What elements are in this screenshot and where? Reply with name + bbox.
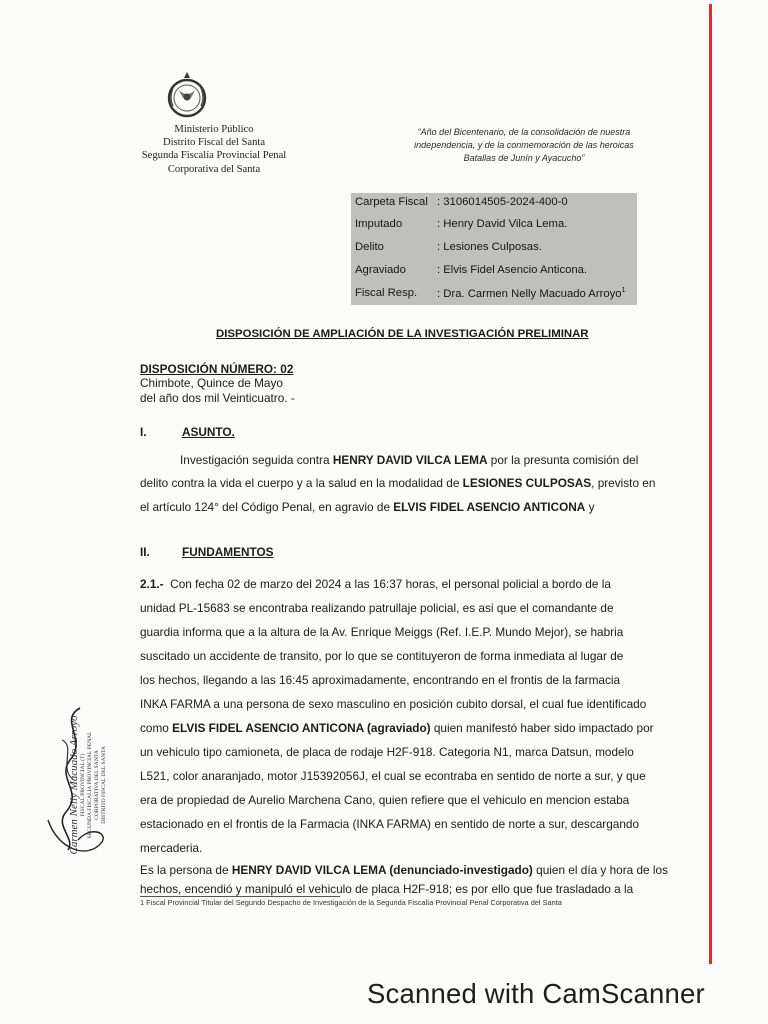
text-run: L521, color anaranjado, motor J15392056J, el cual se econtraba en sentido de norte a sur, y que: [140, 769, 646, 783]
case-key: Agraviado: [355, 264, 406, 276]
paragraph-line: [140, 673, 636, 689]
paragraph-line: [140, 476, 656, 492]
case-key: Carpeta Fiscal: [355, 196, 428, 208]
paragraph-line: [140, 769, 646, 785]
paragraph-line: [180, 453, 639, 469]
section-number: I.: [140, 425, 147, 439]
text-run: INKA FARMA a una persona de sexo masculino en posición cubito dorsal, el cual fue identificado: [140, 697, 647, 711]
paragraph-line: [140, 697, 647, 713]
footnote-divider: [140, 896, 340, 897]
bold-text: HENRY DAVID VILCA LEMA: [332, 453, 488, 467]
text-run: los hechos, llegando a las 16:45 aproximadamente, encontrando en el frontis de la farmacia: [140, 673, 621, 687]
paragraph-label: 2.1.-: [140, 577, 164, 591]
place-date: [140, 376, 295, 406]
coat-of-arms-icon: [165, 70, 209, 120]
paragraph-line: [140, 649, 636, 665]
org-line: Distrito Fiscal del Santa: [162, 137, 266, 149]
org-line: Ministerio Público: [174, 124, 254, 135]
text-run: guardia informa que a la altura de la Av. Enrique Meiggs (Ref. I.E.P. Mundo Mejor), se habria: [140, 625, 624, 639]
year-motto: [398, 126, 650, 165]
scanner-watermark: Scanned with CamScanner: [367, 978, 705, 1009]
text-run: , previsto en: [591, 476, 656, 490]
case-value: : Lesiones Culposas.: [437, 241, 542, 253]
case-value-text: : Dra. Carmen Nelly Macuado Arroyo: [437, 287, 622, 300]
section-label: FUNDAMENTOS: [182, 545, 274, 559]
paragraph-line: [140, 721, 654, 737]
stamp-line: SEGUNDA FISCALIA PROVINCIAL PENAL: [87, 731, 93, 839]
paragraph-line: [140, 625, 636, 641]
case-value: [437, 287, 626, 300]
case-key: Imputado: [355, 218, 403, 230]
footnote: 1 Fiscal Provincial Titular del Segundo Despacho de Investigación de la Segunda Fiscalía Provincial Penal Corporativa del Santa: [140, 898, 562, 907]
section-label: ASUNTO.: [182, 425, 235, 439]
bold-text: LESIONES CULPOSAS: [462, 476, 592, 490]
motto-line: independencia, y de la conmemoración de las heroicas: [414, 140, 634, 150]
text-run: Con fecha 02 de marzo del 2024 a las 16:37 horas, el personal policial a bordo de la: [170, 577, 611, 591]
paragraph-line: [140, 601, 636, 617]
text-run: como: [140, 721, 173, 735]
text-run: delito contra la vida el cuerpo y a la salud en la modalidad de: [140, 476, 463, 490]
text-run: Investigación seguida contra: [180, 453, 333, 467]
motto-line: Batallas de Junín y Ayacucho”: [463, 153, 585, 163]
place-date-line: Chimbote, Quince de Mayo: [140, 376, 283, 390]
org-line: Corporativa del Santa: [167, 163, 261, 175]
org-line: Segunda Fiscalía Provincial Penal: [141, 150, 287, 162]
text-run: y: [585, 500, 595, 514]
text-run: suscitado un accidente de transito, por lo que se contituyeron de forma inmediata al lugar de: [140, 649, 624, 663]
paragraph-line: [140, 841, 636, 857]
stamp-name: Carmen Nelly Macuado Arroyo: [68, 715, 80, 855]
margin-line: [709, 4, 712, 964]
paragraph-line: [140, 817, 640, 833]
institution-header: [138, 123, 290, 176]
disposition-number: DISPOSICIÓN NÚMERO: 02: [140, 362, 294, 376]
text-run: quien el día y hora de los: [532, 863, 668, 877]
case-value: : 3106014505-2024-400-0: [437, 196, 568, 208]
text-run: unidad PL-15683 se encontraba realizando patrullaje policial, es asi que el comandante de: [140, 601, 614, 615]
text-run: mercaderia.: [140, 841, 203, 855]
text-run: estacionado en el frontis de la Farmacia (INKA FARMA) en sentido de norte a sur, descargando: [140, 817, 640, 831]
motto-line: “Año del Bicentenario, de la consolidación de nuestra: [417, 127, 631, 137]
bold-text: ELVIS FIDEL ASENCIO ANTICONA (agraviado): [172, 721, 431, 735]
text-run: Es la persona de: [140, 863, 232, 877]
case-value: : Henry David Vilca Lema.: [437, 218, 568, 230]
stamp-line: CORPORATIVA DEL SANTA: [94, 750, 100, 820]
bold-text: ELVIS FIDEL ASENCIO ANTICONA: [393, 500, 586, 514]
paragraph-line: [140, 745, 636, 761]
case-key: Fiscal Resp.: [355, 287, 418, 299]
bold-text: HENRY DAVID VILCA LEMA (denunciado-investigado): [231, 863, 533, 877]
case-value: : Elvis Fidel Asencio Anticona.: [437, 264, 588, 276]
stamp-line: FISCAL PROVINCIAL (T): [80, 753, 86, 817]
paragraph-line: [140, 863, 668, 879]
text-run: era de propiedad de Aurelio Marchena Cano, quien refiere que el vehiculo en mencion estaba: [140, 793, 630, 807]
text-run: quien manifestó haber sido impactado por: [430, 721, 654, 735]
paragraph-line: [140, 793, 636, 809]
text-run: por la presunta comisión del: [487, 453, 639, 467]
stamp-line: DISTRITO FISCAL DEL SANTA: [101, 746, 107, 824]
case-info-box: [351, 193, 637, 305]
text-run: un vehiculo tipo camioneta, de placa de rodaje H2F-918. Categoria N1, marca Datsun, modelo: [140, 745, 634, 759]
text-run: hechos, encendió y manipuló el vehiculo de placa H2F-918; es por ello que fue trasladado a la: [140, 882, 634, 896]
footnote-ref: 1: [621, 287, 626, 294]
text-run: el artículo 124° del Código Penal, en agravio de: [140, 500, 394, 514]
paragraph-line: [140, 500, 636, 516]
case-key: Delito: [355, 241, 384, 253]
section-number: II.: [140, 545, 150, 559]
document-title: DISPOSICIÓN DE AMPLIACIÓN DE LA INVESTIGACIÓN PRELIMINAR: [216, 328, 589, 340]
paragraph-line: [140, 577, 636, 593]
place-date-line: del año dos mil Veinticuatro. -: [140, 391, 295, 405]
official-stamp: [68, 705, 128, 865]
